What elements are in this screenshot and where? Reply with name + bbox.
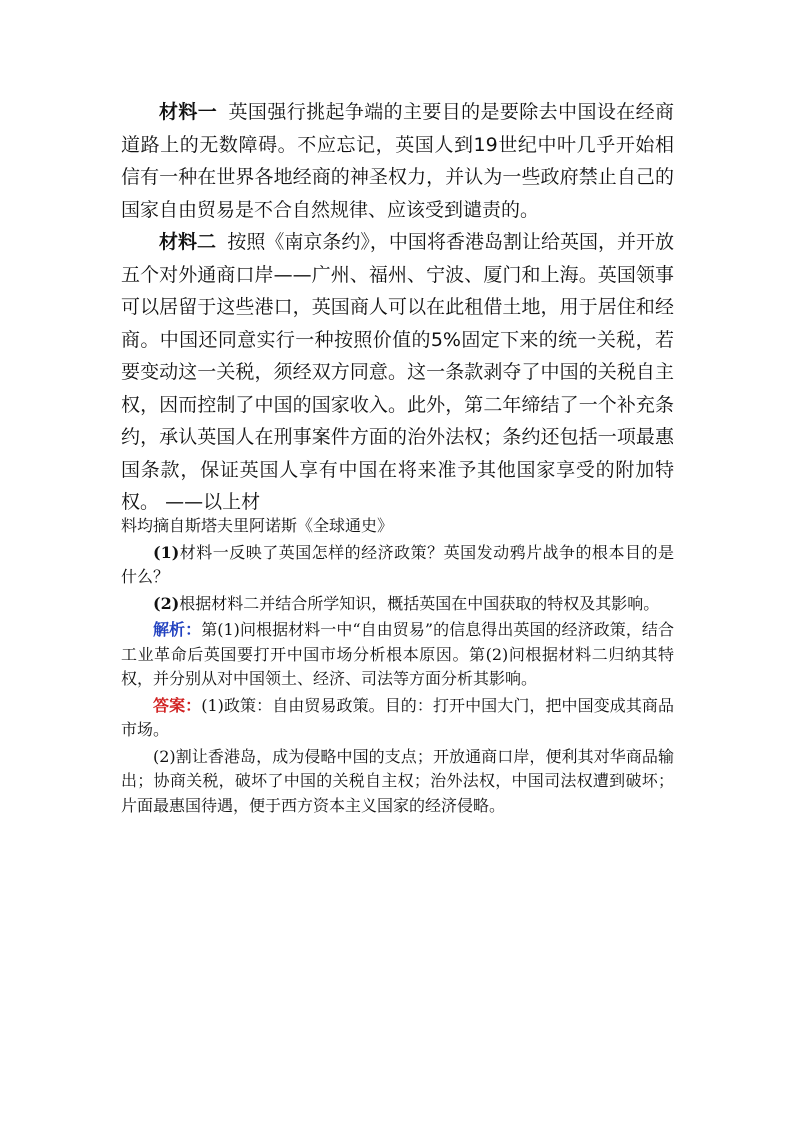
question-one-text: 材料一反映了英国怎样的经济政策？英国发动鸦片战争的根本目的是什么？	[121, 542, 674, 586]
question-two-number: (2)	[153, 593, 180, 613]
material-source-line2: 料均摘自斯塔夫里阿诺斯《全球通史》	[121, 515, 394, 535]
material-one-label: 材料一	[159, 101, 218, 123]
analysis-paragraph	[121, 618, 674, 692]
material-two	[121, 226, 674, 519]
answer-part2-paragraph	[121, 745, 674, 819]
material-one	[121, 96, 674, 226]
answer-part1: (1)政策：自由贸易政策。目的：打开中国大门，把中国变成其商品市场。	[121, 695, 674, 739]
answer-paragraph	[121, 694, 674, 743]
analysis-text: 第(1)问根据材料一中“自由贸易”的信息得出英国的经济政策，结合工业革命后英国要打开中国市场分析根本原因。第(2)问根据材料二归纳其特权，并分别从对中国领土、经济、司法等方面分析其影响。	[121, 620, 674, 688]
question-one-number: (1)	[153, 542, 180, 562]
answer-label: 答案：	[153, 695, 202, 715]
document-page	[121, 96, 674, 818]
answer-part2: (2)割让香港岛，成为侵略中国的支点；开放通商口岸，便利其对华商品输出；协商关税，破坏了中国的关税自主权；治外法权，中国司法权遭到破坏；片面最惠国待遇，便于西方资本主义国家的经济侵略。	[121, 746, 674, 815]
material-two-label: 材料二	[159, 231, 217, 253]
material-source-line1: ——以上材	[165, 491, 261, 513]
material-one-text: 英国强行挑起争端的主要目的是要除去中国设在经商道路上的无数障碍。不应忘记，英国人到19世纪中叶几乎开始相信有一种在世界各地经商的神圣权力，并认为一些政府禁止自己的国家自由贸易是不合自然规律、应该受到谴责的。	[121, 101, 674, 221]
material-two-text: 按照《南京条约》，中国将香港岛割让给英国，并开放五个对外通商口岸——广州、福州、宁波、厦门和上海。英国领事可以居留于这些港口，英国商人可以在此租借土地，用于居住和经商。中国还同意实行一种按照价值的5%固定下来的统一关税，若要变动这一关税，须经双方同意。这一条款剥夺了中国的关税自主权，因而控制了中国的国家收入。此外，第二年缔结了一个补充条约，承认英国人在刑事案件方面的治外法权；条约还包括一项最惠国条款，保证英国人享有中国在将来准予其他国家享受的附加特权。	[121, 231, 674, 513]
question-two-text: 根据材料二并结合所学知识，概括英国在中国获取的特权及其影响。	[179, 593, 660, 613]
question-one	[121, 541, 674, 590]
question-two	[121, 592, 674, 617]
analysis-label: 解析：	[153, 620, 202, 639]
